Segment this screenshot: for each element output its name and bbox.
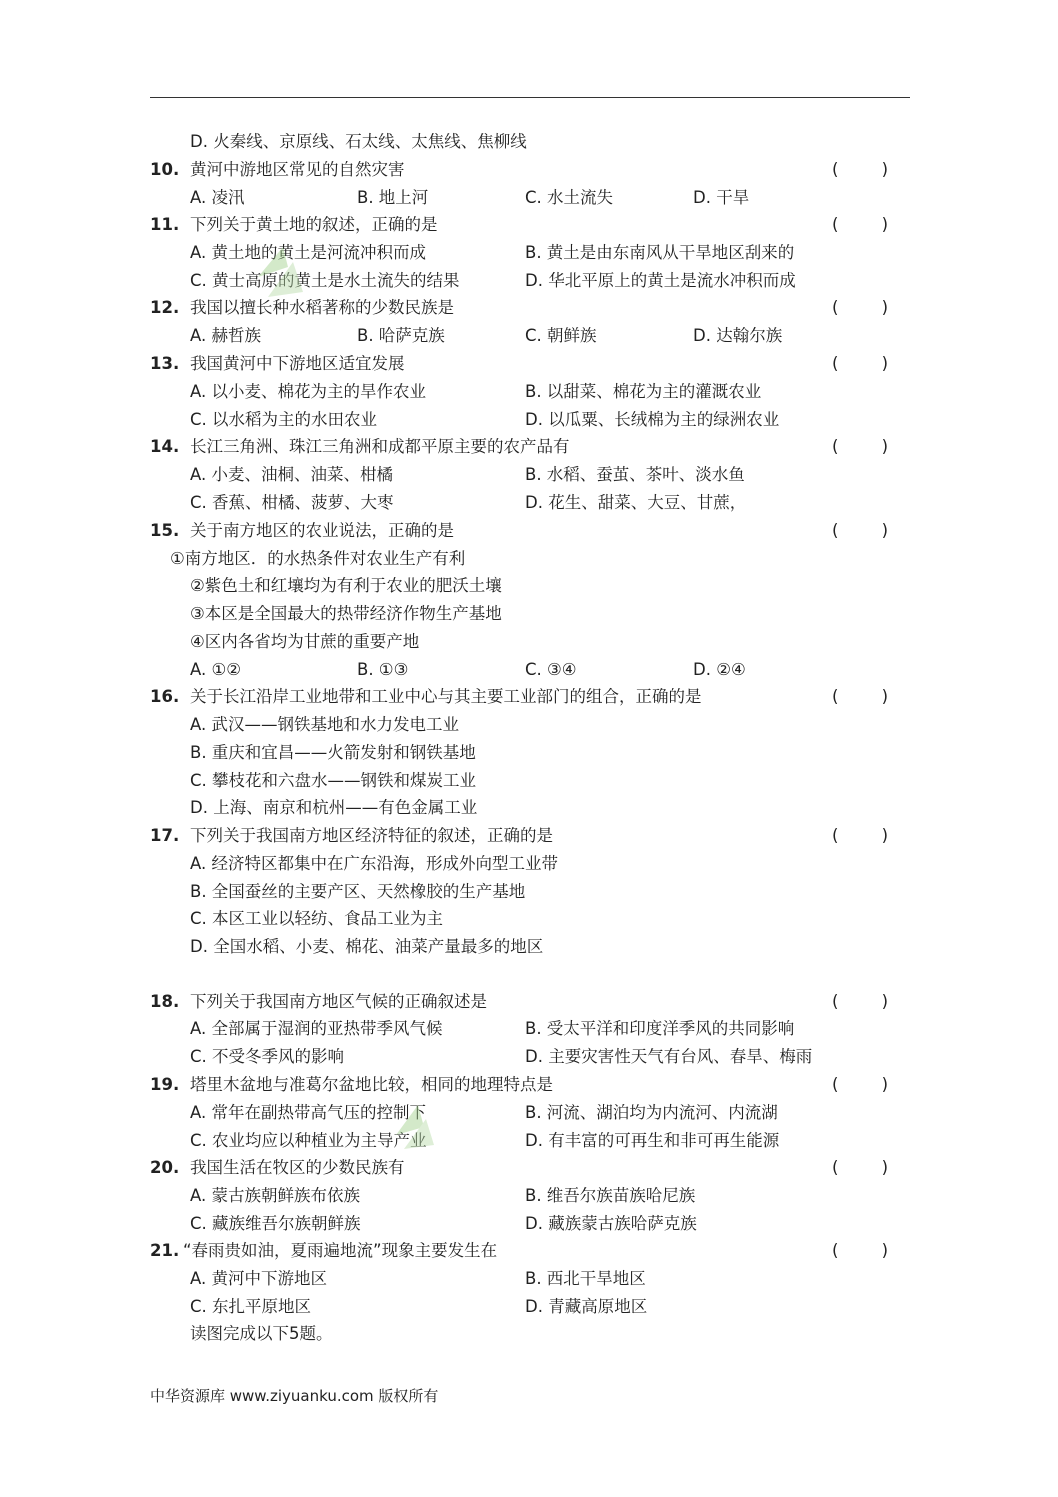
question-text: 长江三角洲、珠江三角洲和成都平原主要的农产品有 (190, 437, 570, 456)
question-number: 11. (150, 215, 180, 234)
answer-option: B. ①③ (357, 660, 409, 679)
question-line (150, 156, 910, 184)
answer-option: D. 青藏高原地区 (525, 1297, 648, 1316)
answer-blank-open: ( (832, 521, 839, 540)
question-line (150, 1071, 910, 1099)
question-text: 下列关于我国南方地区气候的正确叙述是 (190, 992, 487, 1011)
option-line (150, 1015, 910, 1043)
question-number: 12. (150, 298, 180, 317)
answer-option: D. 达翰尔族 (693, 326, 783, 345)
answer-option: B. 维吾尔族苗族哈尼族 (525, 1186, 696, 1205)
option-line (150, 711, 910, 739)
answer-option: C. 本区工业以轻纺、食品工业为主 (190, 909, 444, 928)
answer-option: ③本区是全国最大的热带经济作物生产基地 (190, 604, 502, 623)
answer-blank-close: ) (881, 354, 888, 373)
answer-option: A. 凌汛 (190, 188, 245, 207)
answer-option: ①南方地区．的水热条件对农业生产有利 (170, 549, 466, 568)
question-text: 我国生活在牧区的少数民族有 (190, 1158, 405, 1177)
answer-option: C. 攀枝花和六盘水——钢铁和煤炭工业 (190, 771, 477, 790)
answer-option: D. 主要灾害性天气有台风、春旱、梅雨 (525, 1047, 813, 1066)
answer-option: D. 全国水稻、小麦、棉花、油菜产量最多的地区 (190, 937, 544, 956)
answer-option: ④区内各省均为甘蔗的重要产地 (190, 632, 420, 651)
footer-copyright: 中华资源库 www.ziyuanku.com 版权所有 (150, 1387, 439, 1405)
option-line (150, 406, 910, 434)
answer-option: B. 地上河 (357, 188, 429, 207)
answer-option: C. 黄士高原的黄土是水土流失的结果 (190, 271, 460, 290)
answer-option: C. ③④ (525, 660, 577, 679)
option-line (150, 1265, 910, 1293)
answer-option: A. 武汉——钢铁基地和水力发电工业 (190, 715, 459, 734)
question-number: 20. (150, 1158, 180, 1177)
question-number: 15. (150, 521, 180, 540)
answer-option: B. 黄土是由东南风从干旱地区刮来的 (525, 243, 795, 262)
answer-blank-close: ) (881, 521, 888, 540)
question-text: 我国以擅长种水稻著称的少数民族是 (190, 298, 454, 317)
question-text: 关于长江沿岸工业地带和工业中心与其主要工业部门的组合，正确的是 (190, 687, 702, 706)
answer-blank-open: ( (832, 1158, 839, 1177)
option-line (150, 767, 910, 795)
question-text: 我国黄河中下游地区适宜发展 (190, 354, 405, 373)
question-text: 下列关于黄土地的叙述，正确的是 (190, 215, 438, 234)
answer-blank-open: ( (832, 437, 839, 456)
answer-option: D. 藏族蒙古族哈萨克族 (525, 1214, 697, 1233)
answer-option: B. 以甜菜、棉花为主的灌溉农业 (525, 382, 762, 401)
question-number: 10. (150, 160, 180, 179)
question-number: 14. (150, 437, 180, 456)
answer-option: D. 有丰富的可再生和非可再生能源 (525, 1131, 780, 1150)
answer-option: A. 以小麦、棉花为主的旱作农业 (190, 382, 426, 401)
question-text: 黄河中游地区常见的自然灾害 (190, 160, 405, 179)
answer-option: A. 经济特区都集中在广东沿海，形成外向型工业带 (190, 854, 558, 873)
answer-option: C. 以水稻为主的水田农业 (190, 410, 378, 429)
answer-option: A. 全部属于湿润的亚热带季风气候 (190, 1019, 443, 1038)
answer-blank-close: ) (881, 826, 888, 845)
question-number: 18. (150, 992, 180, 1011)
option-line (150, 628, 910, 656)
answer-option: C. 香蕉、柑橘、菠萝、大枣 (190, 493, 394, 512)
answer-option: ②紫色土和红壤均为有利于农业的肥沃土壤 (190, 576, 502, 595)
answer-option: D. 火秦线、京原线、石太线、太焦线、焦柳线 (190, 132, 527, 151)
answer-option: B. 重庆和宜昌——火箭发射和钢铁基地 (190, 743, 476, 762)
option-line (150, 878, 910, 906)
answer-option: A. 小麦、油桐、油菜、柑橘 (190, 465, 393, 484)
answer-blank-close: ) (881, 298, 888, 317)
option-line (150, 378, 910, 406)
answer-option: A. 黄河中下游地区 (190, 1269, 327, 1288)
question-number: 16. (150, 687, 180, 706)
header-rule (150, 97, 910, 98)
answer-option: D. 花生、甜菜、大豆、甘蔗， (525, 493, 747, 512)
option-line (150, 322, 910, 350)
answer-blank-close: ) (881, 1241, 888, 1260)
option-line (150, 794, 910, 822)
option-line (150, 1127, 910, 1155)
answer-blank-open: ( (832, 298, 839, 317)
option-line (150, 1210, 910, 1238)
answer-option: D. 上海、南京和杭州——有色金属工业 (190, 798, 478, 817)
question-line (150, 433, 910, 461)
answer-option: D. 干旱 (693, 188, 750, 207)
option-line (150, 933, 910, 961)
answer-option: B. 哈萨克族 (357, 326, 445, 345)
answer-blank-close: ) (881, 1075, 888, 1094)
answer-blank-open: ( (832, 215, 839, 234)
answer-blank-open: ( (832, 1075, 839, 1094)
answer-option: B. 受太平洋和印度洋季风的共同影响 (525, 1019, 795, 1038)
question-line (150, 517, 910, 545)
option-line (150, 184, 910, 212)
question-line (150, 988, 910, 1016)
question-number: 17. (150, 826, 180, 845)
answer-option: A. 常年在副热带高气压的控制下 (190, 1103, 426, 1122)
answer-option: B. 水稻、蚕茧、茶叶、淡水鱼 (525, 465, 745, 484)
question-line (150, 683, 910, 711)
answer-blank-open: ( (832, 826, 839, 845)
option-line (150, 850, 910, 878)
option-line (150, 600, 910, 628)
answer-option: C. 农业均应以种植业为主导产业 (190, 1131, 427, 1150)
option-line (150, 1293, 910, 1321)
option-line (150, 739, 910, 767)
option-line (150, 1182, 910, 1210)
answer-blank-close: ) (881, 992, 888, 1011)
answer-blank-close: ) (881, 687, 888, 706)
answer-option: B. 西北干旱地区 (525, 1269, 646, 1288)
question-line (150, 211, 910, 239)
question-line (150, 822, 910, 850)
option-line (150, 489, 910, 517)
question-text: “春雨贵如油，夏雨遍地流”现象主要发生在 (183, 1241, 498, 1260)
answer-blank-open: ( (832, 1241, 839, 1260)
answer-option: D. 以瓜粟、长绒棉为主的绿洲农业 (525, 410, 780, 429)
option-line (150, 905, 910, 933)
option-line (150, 128, 910, 156)
answer-option: A. 赫哲族 (190, 326, 261, 345)
answer-blank-close: ) (881, 215, 888, 234)
answer-blank-open: ( (832, 160, 839, 179)
answer-option: D. ②④ (693, 660, 746, 679)
answer-option: 读图完成以下5题。 (190, 1324, 333, 1343)
option-line (150, 1043, 910, 1071)
option-line (150, 1099, 910, 1127)
answer-option: A. 黄土地的黄土是河流冲积而成 (190, 243, 426, 262)
option-line (150, 1320, 910, 1348)
question-text: 下列关于我国南方地区经济特征的叙述，正确的是 (190, 826, 553, 845)
answer-option: C. 东扎平原地区 (190, 1297, 312, 1316)
answer-blank-close: ) (881, 160, 888, 179)
option-line (150, 545, 910, 573)
question-number: 21. (150, 1241, 180, 1260)
option-line (150, 461, 910, 489)
answer-option: B. 全国蚕丝的主要产区、天然橡胶的生产基地 (190, 882, 526, 901)
answer-option: C. 不受冬季风的影响 (190, 1047, 345, 1066)
answer-option: A. 蒙古族朝鲜族布依族 (190, 1186, 360, 1205)
option-line (150, 656, 910, 684)
answer-option: C. 水土流失 (525, 188, 614, 207)
answer-blank-open: ( (832, 992, 839, 1011)
watermark-logo-icon (248, 237, 318, 317)
question-text: 塔里木盆地与准葛尔盆地比较，相同的地理特点是 (190, 1075, 553, 1094)
answer-option: C. 朝鲜族 (525, 326, 597, 345)
question-number: 19. (150, 1075, 180, 1094)
answer-option: A. ①② (190, 660, 242, 679)
answer-option: D. 华北平原上的黄土是流水冲积而成 (525, 271, 796, 290)
answer-option: C. 藏族维吾尔族朝鲜族 (190, 1214, 361, 1233)
question-line (150, 1154, 910, 1182)
answer-blank-open: ( (832, 687, 839, 706)
answer-blank-open: ( (832, 354, 839, 373)
answer-blank-close: ) (881, 437, 888, 456)
question-text: 关于南方地区的农业说法，正确的是 (190, 521, 454, 540)
question-number: 13. (150, 354, 180, 373)
question-line (150, 350, 910, 378)
question-line (150, 1237, 910, 1265)
answer-option: B. 河流、湖泊均为内流河、内流湖 (525, 1103, 778, 1122)
option-line (150, 572, 910, 600)
watermark-logo-icon (388, 1095, 448, 1155)
answer-blank-close: ) (881, 1158, 888, 1177)
